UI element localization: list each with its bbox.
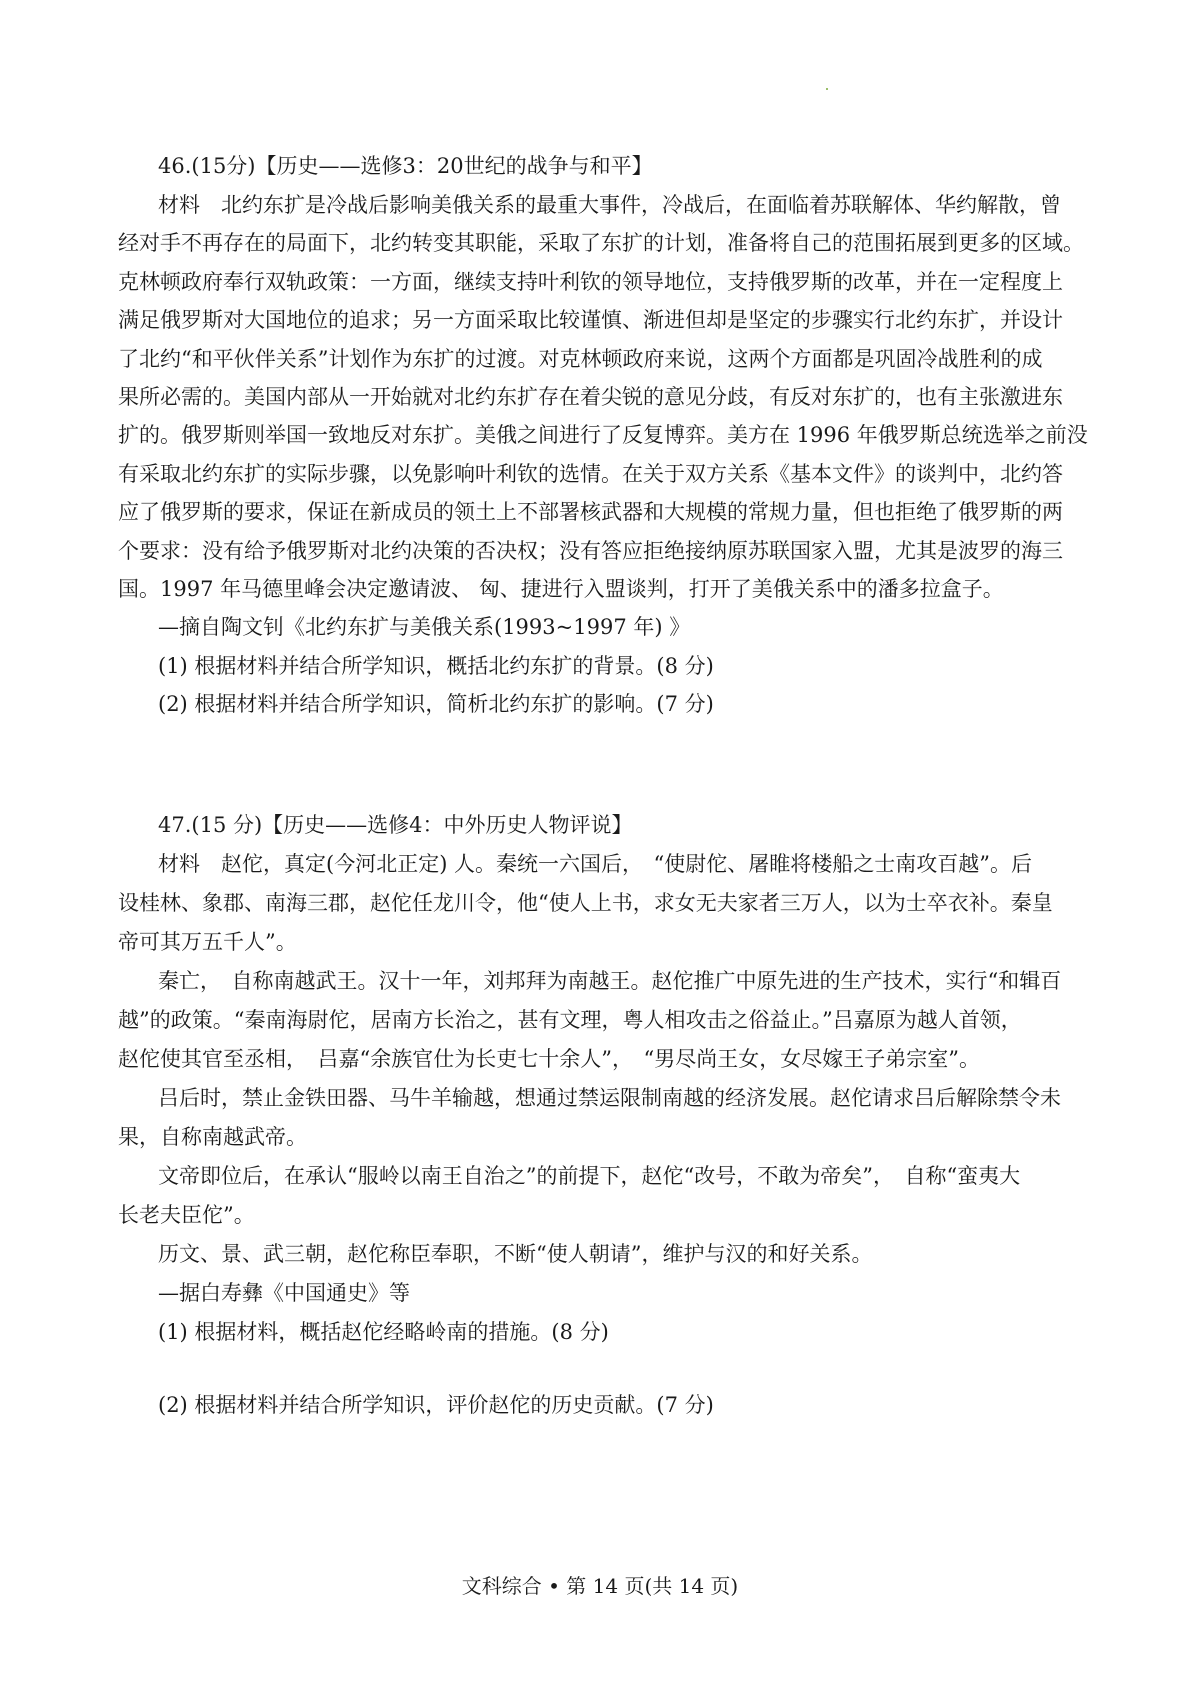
material-line: 国。1997 年马德里峰会决定邀请波、 匈、捷进行入盟谈判，打开了美俄关系中的潘多拉盒子。 [118, 577, 1004, 601]
material-line: 了北约“和平伙伴关系”计划作为东扩的过渡。对克林顿政府来说，这两个方面都是巩固冷战胜利的成 [118, 346, 1043, 371]
question-47-header: 47.(15 分)【历史——选修4：中外历史人物评说】 [158, 813, 633, 837]
material-line: 越”的政策。“秦南海尉佗，居南方长治之，甚有文理，粤人相攻击之俗益止。”吕嘉原为越人首领， [118, 1008, 1022, 1032]
material-line: 满足俄罗斯对大国地位的追求；另一方面采取比较谨慎、渐进但却是坚定的步骤实行北约东扩，并设计 [118, 308, 1063, 333]
material-line: 长老夫臣佗”。 [118, 1203, 255, 1227]
material-line: 赵佗使其官至丞相， 吕嘉“余族官仕为长吏七十余人”， “男尽尚王女，女尽嫁王子弟宗室”。 [118, 1047, 980, 1071]
scan-speck [826, 88, 828, 90]
material-line: 扩的。俄罗斯则举国一致地反对东扩。美俄之间进行了反复博弈。美方在 1996 年俄罗斯总统选举之前没 [118, 423, 1088, 448]
material-line: 秦亡， 自称南越武王。汉十一年，刘邦拜为南越王。赵佗推广中原先进的生产技术，实行“和辑百 [158, 969, 1062, 993]
page-footer: 文科综合 • 第 14 页(共 14 页) [461, 1574, 739, 1598]
sub-question: (1) 根据材料并结合所学知识，概括北约东扩的背景。(8 分) [158, 653, 714, 678]
material-line: 克林顿政府奉行双轨政策：一方面，继续支持叶利钦的领导地位，支持俄罗斯的改革，并在一定程度上 [118, 269, 1063, 294]
material-line: 文帝即位后，在承认“服岭以南王自治之”的前提下，赵佗“改号，不敢为帝矣”， 自称“蛮夷大 [158, 1164, 1021, 1188]
material-line: 果，自称南越武帝。 [118, 1125, 307, 1149]
question-46-header: 46.(15分)【历史——选修3：20世纪的战争与和平】 [158, 154, 653, 178]
material-line: 有采取北约东扩的实际步骤，以免影响叶利钦的选情。在关于双方关系《基本文件》的谈判中，北约答 [118, 461, 1063, 486]
material-line: 经对手不再存在的局面下，北约转变其职能，采取了东扩的计划，准备将自己的范围拓展到更多的区域。 [118, 231, 1084, 256]
material-line: 个要求：没有给予俄罗斯对北约决策的否决权；没有答应拒绝接纳原苏联国家入盟，尤其是波罗的海三 [118, 538, 1063, 563]
sub-question: (1) 根据材料，概括赵佗经略岭南的措施。(8 分) [158, 1320, 609, 1344]
material-line: 应了俄罗斯的要求，保证在新成员的领土上不部署核武器和大规模的常规力量，但也拒绝了俄罗斯的两 [118, 500, 1063, 525]
material-line: 历文、景、武三朝，赵佗称臣奉职，不断“使人朝请”，维护与汉的和好关系。 [158, 1242, 873, 1266]
material-line: 吕后时，禁止金铁田器、马牛羊输越，想通过禁运限制南越的经济发展。赵佗请求吕后解除禁令未 [158, 1086, 1061, 1110]
sub-question: (2) 根据材料并结合所学知识，评价赵佗的历史贡献。(7 分) [158, 1393, 714, 1417]
source-citation: —摘自陶文钊《北约东扩与美俄关系(1993~1997 年) 》 [158, 615, 691, 640]
source-citation: —据白寿彝《中国通史》等 [158, 1281, 410, 1305]
material-line: 材料 北约东扩是冷战后影响美俄关系的最重大事件，冷战后，在面临着苏联解体、华约解散，曾 [158, 193, 1061, 217]
material-line: 设桂林、象郡、南海三郡，赵佗任龙川令，他“使人上书，求女无夫家者三万人，以为士卒衣补。秦皇 [118, 891, 1053, 915]
material-line: 帝可其万五千人”。 [118, 930, 297, 954]
material-line: 材料 赵佗，真定(今河北正定) 人。秦统一六国后， “使尉佗、屠睢将楼船之士南攻百越”。后 [158, 852, 1033, 876]
material-line: 果所必需的。美国内部从一开始就对北约东扩存在着尖锐的意见分歧，有反对东扩的，也有主张激进东 [118, 385, 1063, 409]
sub-question: (2) 根据材料并结合所学知识，简析北约东扩的影响。(7 分) [158, 692, 714, 717]
